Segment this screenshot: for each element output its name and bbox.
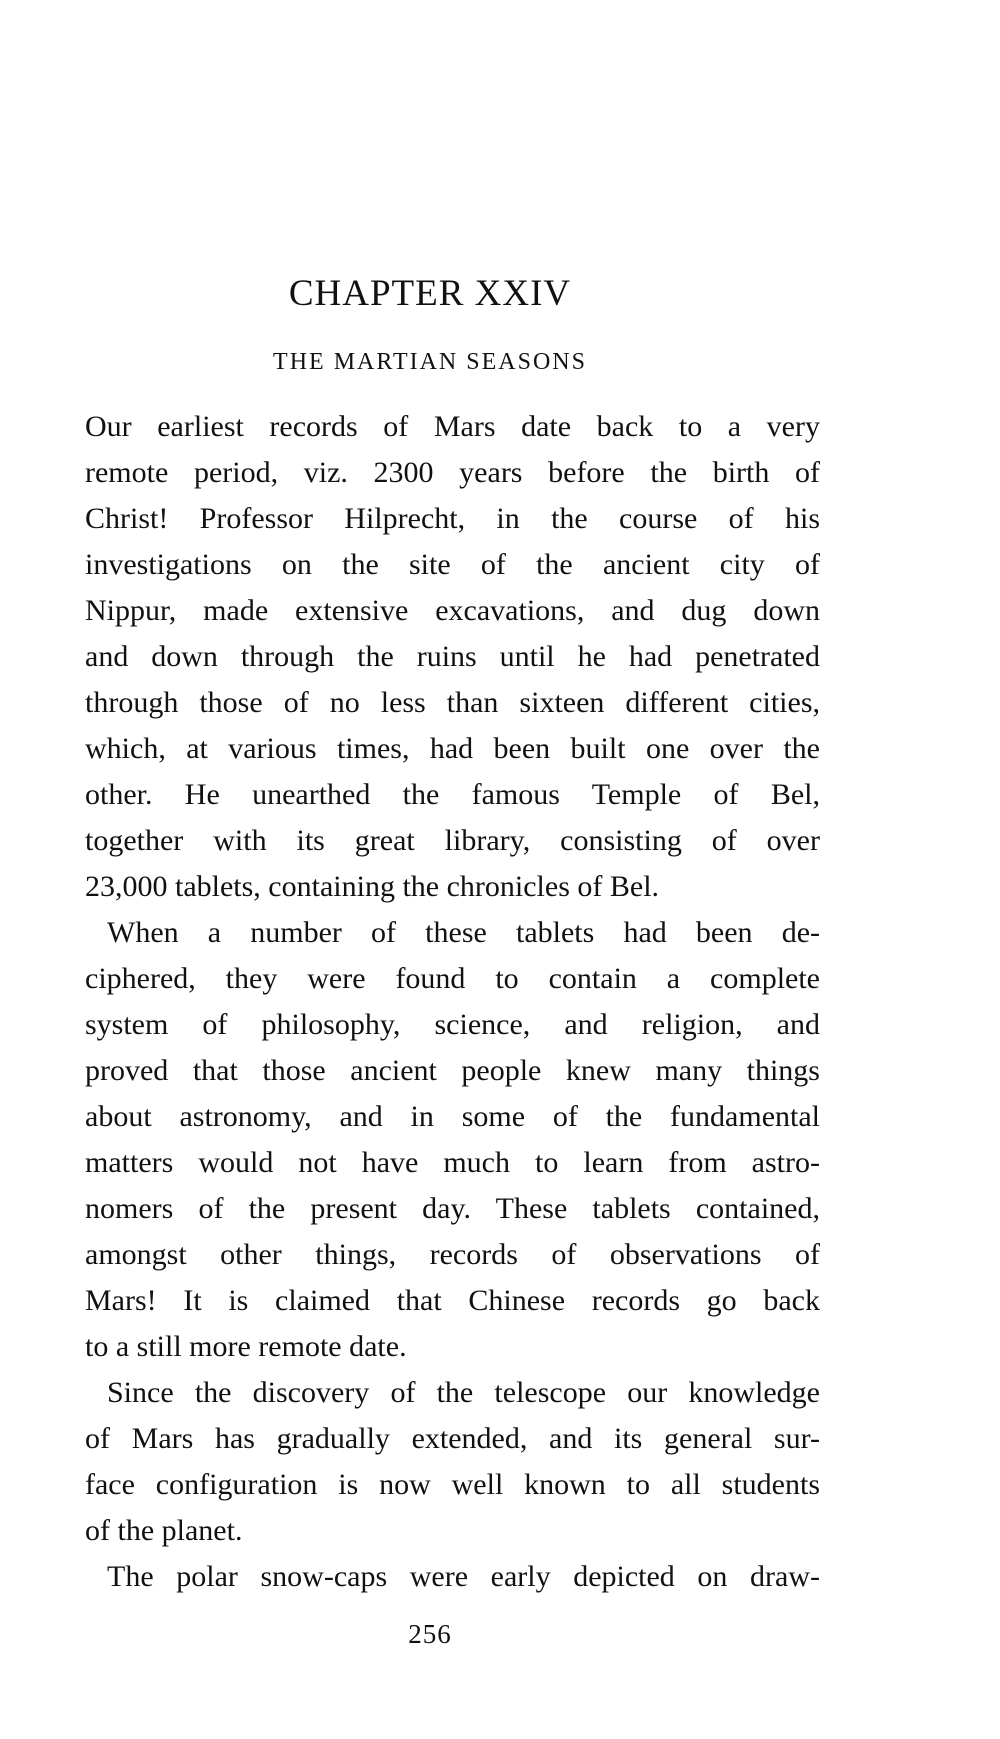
chapter-subtitle: THE MARTIAN SEASONS [273,349,587,375]
text-line: investigations on the site of the ancient city of [85,548,820,581]
text-line: Since the discovery of the telescope our knowledge [107,1376,820,1409]
text-line: of Mars has gradually extended, and its general sur- [85,1422,820,1455]
paragraph [85,910,820,1370]
text-line: The polar snow-caps were early depicted on draw- [107,1560,820,1593]
text-line: When a number of these tablets had been de- [107,916,820,949]
text-line: nomers of the present day. These tablets contained, [85,1192,820,1225]
text-line: of the planet. [85,1514,243,1547]
text-line: face configuration is now well known to all students [85,1468,820,1501]
text-line: remote period, viz. 2300 years before the birth of [85,456,820,489]
text-line: to a still more remote date. [85,1330,407,1363]
text-line: together with its great library, consisting of over [85,824,820,857]
text-line: proved that those ancient people knew many things [85,1054,820,1087]
chapter-title: CHAPTER XXIV [288,273,572,314]
text-line: amongst other things, records of observations of [85,1238,820,1271]
text-line: other. He unearthed the famous Temple of Bel, [85,778,820,811]
text-line: matters would not have much to learn from astro- [85,1146,820,1179]
paragraph [85,404,820,910]
text-line: through those of no less than sixteen different cities, [85,686,820,719]
paragraph [85,1370,820,1554]
page-number: 256 [408,1619,452,1649]
text-line: ciphered, they were found to contain a complete [85,962,820,995]
text-line: Mars! It is claimed that Chinese records go back [85,1284,820,1317]
text-line: about astronomy, and in some of the fundamental [85,1100,820,1133]
text-line: which, at various times, had been built one over the [85,732,820,765]
text-line: system of philosophy, science, and religion, and [85,1008,820,1041]
body-text [85,404,820,1600]
text-line: Our earliest records of Mars date back to a very [85,410,820,443]
text-line: 23,000 tablets, containing the chronicles of Bel. [85,870,660,903]
text-line: Nippur, made extensive excavations, and dug down [85,594,820,627]
paragraph [85,1554,820,1600]
text-line: and down through the ruins until he had penetrated [85,640,820,673]
text-line: Christ! Professor Hilprecht, in the course of his [85,502,820,535]
